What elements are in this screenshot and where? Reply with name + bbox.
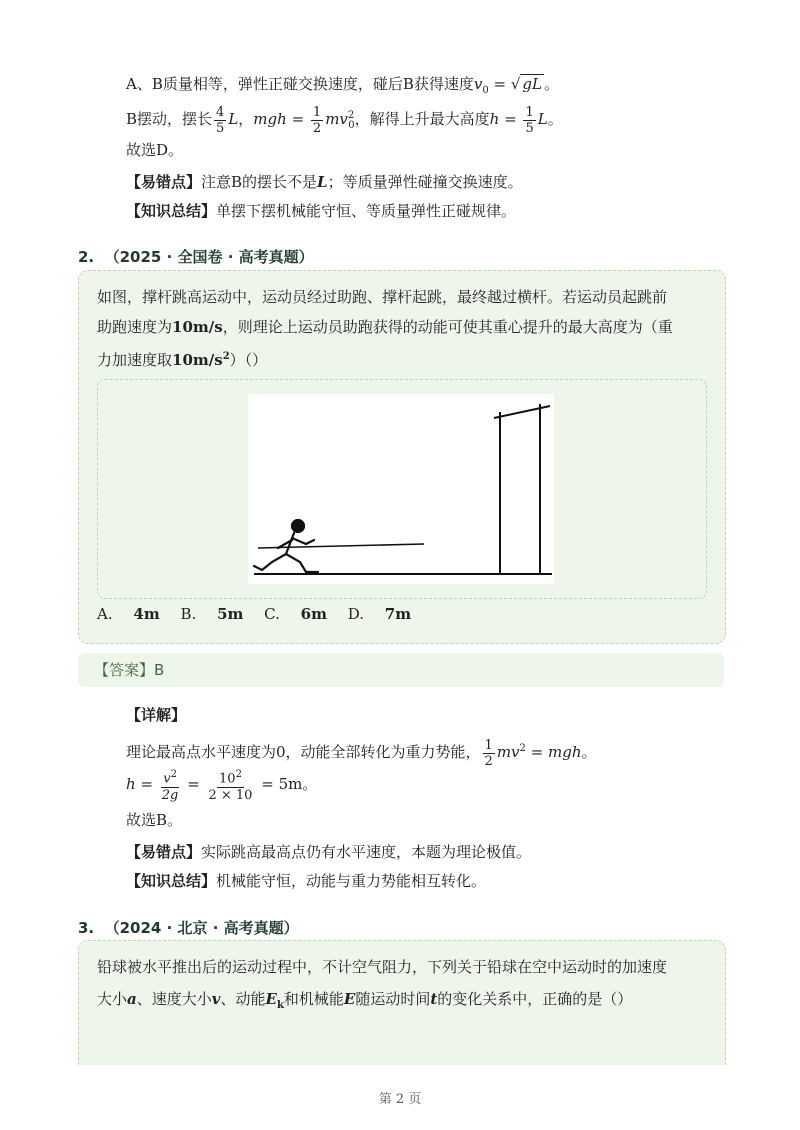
- sqrt-sign: √: [510, 75, 521, 93]
- math-sup-2: 2: [519, 743, 526, 754]
- sol2-choose: 故选B。: [126, 811, 183, 829]
- frac-num: [217, 767, 244, 787]
- q3-text2: [97, 985, 632, 1020]
- q2-text2-b: ，则理论上运动员助跑获得的动能可使其重心提升的最大高度为（重: [222, 318, 673, 336]
- math-eq: =: [182, 775, 205, 793]
- q2-text2-a: 助跑速度为: [97, 318, 173, 336]
- sol1-line2-c: ，解得上升最大高度: [354, 110, 490, 128]
- math-mv: mv: [325, 110, 348, 128]
- q2-text1: 如图，撑杆跳高运动中，运动员经过助跑、撑杆起跳，最终越过横杆。若运动员起跳前: [97, 288, 668, 306]
- sol1-line2-end: 。: [547, 110, 563, 128]
- pitfall-label: 【易错点】: [126, 843, 202, 861]
- q3-text2-b: 、速度大小: [136, 990, 212, 1008]
- math-v0: v: [473, 75, 483, 93]
- sol1-line1-end: 。: [544, 75, 560, 93]
- sol1-line2-b: ，: [238, 110, 254, 128]
- math-E: E: [343, 990, 356, 1008]
- math-v: v: [163, 771, 171, 787]
- q3-header: [78, 917, 299, 938]
- q3-text2-c: 、动能: [220, 990, 266, 1008]
- math-L: L: [317, 173, 328, 191]
- q2-text3-b: ）（）: [229, 351, 268, 369]
- q2-number: 2.: [78, 248, 95, 266]
- q2-speed: 10m/s: [172, 318, 223, 336]
- math-sup-2: 2: [170, 769, 177, 781]
- q2-text3-a: 力加速度取: [97, 351, 173, 369]
- q3-text2-f: 的变化关系中，正确的是（）: [437, 990, 633, 1008]
- math-sup-2: 2: [235, 769, 242, 781]
- answer-label: 【答案】B: [94, 661, 165, 679]
- q3-box: [78, 940, 726, 1065]
- pitfall-text: 实际跳高最高点仍有水平速度，本题为理论极值。: [201, 843, 532, 861]
- sol2-line1: [126, 733, 597, 769]
- q3-source: （2024 · 北京 · 高考真题）: [104, 919, 299, 937]
- q3-number: 3.: [78, 919, 95, 937]
- option-a[interactable]: [97, 605, 160, 623]
- math-h: h: [126, 775, 136, 793]
- q2-options: [97, 605, 427, 623]
- sol1-choose: 故选D。: [126, 141, 184, 159]
- math-mv: mv: [496, 743, 520, 761]
- pole-vault-figure: [248, 394, 554, 584]
- math-eq: =: [488, 75, 511, 93]
- q2-text3: [97, 343, 267, 374]
- frac-num: 1: [484, 737, 493, 753]
- option-a-letter: A.: [97, 605, 113, 623]
- frac-v2-2g: [160, 767, 181, 802]
- math-E: E: [265, 990, 277, 1008]
- math-eq-mgh: = mgh: [525, 743, 582, 761]
- option-a-value: 4m: [133, 605, 160, 623]
- q2-gravity: 10m/s: [172, 351, 223, 369]
- option-d-letter: D.: [347, 605, 365, 623]
- crossbar: [494, 406, 550, 418]
- pole-vault-drawing: [248, 394, 554, 584]
- math-eq: =: [286, 110, 309, 128]
- option-c-value: 6m: [300, 605, 327, 623]
- math-eq: =: [499, 110, 522, 128]
- sol2-summary: [126, 869, 486, 893]
- option-b-letter: B.: [180, 605, 197, 623]
- math-result: = 5m。: [256, 775, 318, 793]
- summary-text: 单摆下摆机械能守恒、等质量弹性正碰规律。: [216, 202, 517, 220]
- q2-figure-frame: [97, 379, 707, 599]
- math-L: L: [228, 110, 239, 128]
- frac-den: 2: [312, 120, 322, 136]
- math-sqrt-gL: gL: [522, 75, 542, 93]
- sol1-line1: [126, 72, 559, 103]
- math-10: 10: [219, 771, 236, 787]
- sol1-line1-text: A、B质量相等，弹性正碰交换速度，碰后B获得速度: [126, 75, 474, 93]
- frac-10sq: [206, 767, 254, 802]
- q3-text1: 铅球被水平推出后的运动过程中，不计空气阻力，下列关于铅球在空中运动时的加速度: [97, 958, 668, 976]
- math-mgh: mgh: [253, 110, 287, 128]
- frac-1-2: [311, 105, 323, 136]
- answer-bar: [78, 653, 724, 687]
- q2-text2: [97, 313, 673, 341]
- sol1-summary: [126, 199, 516, 223]
- frac-den: 5: [216, 120, 225, 136]
- pitfall-text-a: 注意B的摆长不是: [201, 173, 318, 191]
- frac-den: 2: [484, 753, 493, 769]
- math-a: a: [127, 990, 137, 1008]
- option-d[interactable]: [348, 605, 411, 623]
- summary-label: 【知识总结】: [126, 202, 217, 220]
- pitfall-label: 【易错点】: [126, 173, 202, 191]
- sol2-line1-end: 。: [581, 743, 597, 761]
- pitfall-text-b: ；等质量弹性碰撞交换速度。: [327, 173, 523, 191]
- math-sup-2: 2: [347, 110, 355, 121]
- sol2-pitfall: [126, 840, 531, 864]
- sol2-line2: [126, 766, 317, 802]
- option-c-letter: C.: [264, 605, 280, 623]
- q2-source: （2025 · 全国卷 · 高考真题）: [104, 248, 314, 266]
- sol1-pitfall: [126, 170, 523, 194]
- math-sub-k: k: [276, 1000, 284, 1011]
- frac-4-5: [214, 105, 226, 136]
- sol1-line2: [126, 100, 563, 136]
- page-number: 第 2 页: [378, 1092, 422, 1107]
- math-L: L: [537, 110, 548, 128]
- math-sub-0: 0: [348, 120, 355, 131]
- sol2-line1-text: 理论最高点水平速度为0，动能全部转化为重力势能，: [126, 743, 481, 761]
- math-v0-sub: 0: [482, 85, 489, 96]
- summary-text: 机械能守恒，动能与重力势能相互转化。: [216, 872, 487, 890]
- math-t: t: [430, 990, 438, 1008]
- frac-1-2: [483, 738, 495, 769]
- sol2-detail-label: 【详解】: [126, 706, 187, 724]
- option-c[interactable]: [264, 605, 327, 623]
- math-eq: =: [135, 775, 158, 793]
- q3-text2-d: 和机械能: [283, 990, 344, 1008]
- q2-box: [78, 270, 726, 644]
- option-b-value: 5m: [217, 605, 244, 623]
- math-h: h: [489, 110, 500, 128]
- frac-num: 1: [525, 104, 534, 120]
- frac-den: 2g: [161, 787, 179, 803]
- sol1-line2-a: B摆动，摆长: [126, 110, 213, 128]
- math-v: v: [211, 990, 221, 1008]
- q3-text2-e: 随运动时间: [355, 990, 431, 1008]
- q2-header: [78, 246, 314, 267]
- frac-1-5: [523, 105, 535, 136]
- frac-num: [161, 767, 179, 787]
- summary-label: 【知识总结】: [126, 872, 217, 890]
- frac-den: 5: [525, 120, 534, 136]
- frac-num: 1: [312, 104, 322, 120]
- q3-text2-a: 大小: [97, 990, 128, 1008]
- frac-den: 2 × 10: [208, 787, 253, 803]
- sup-2: 2: [222, 351, 230, 362]
- option-d-value: 7m: [384, 605, 412, 623]
- option-b[interactable]: [180, 605, 243, 623]
- frac-num: 4: [216, 104, 225, 120]
